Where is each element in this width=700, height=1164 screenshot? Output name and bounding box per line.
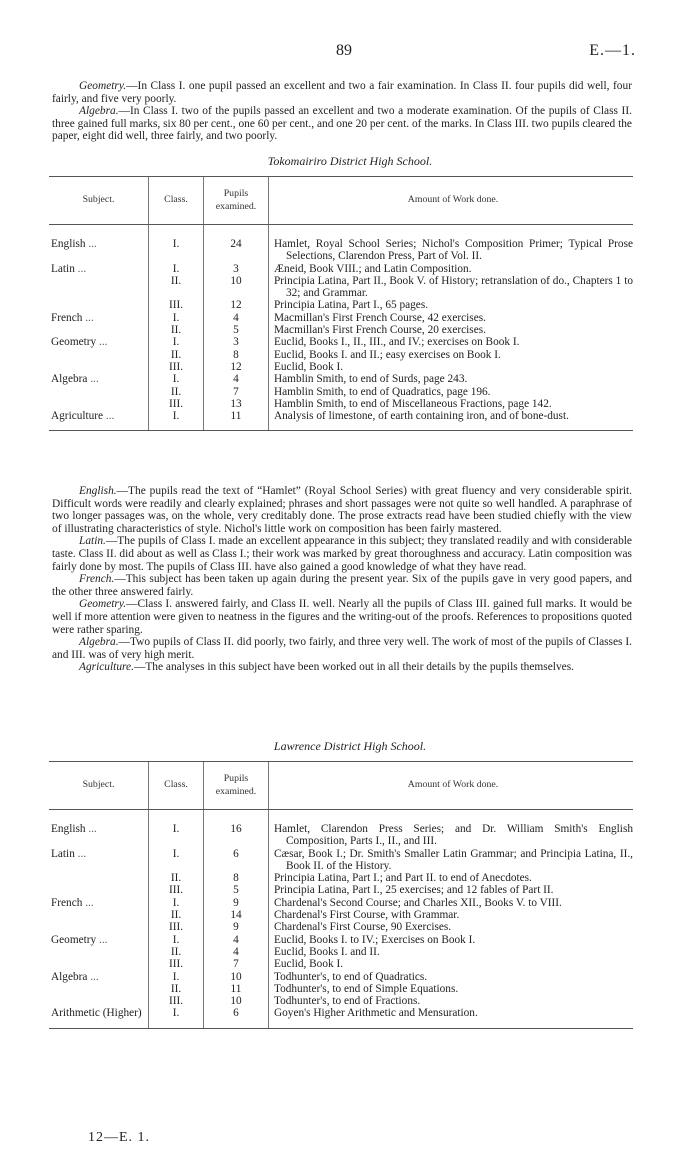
work-text: Euclid, Books I. and II.; easy exercises on Book I. xyxy=(274,348,501,361)
spacer-cell xyxy=(204,225,269,239)
table-row xyxy=(49,921,633,933)
work-cell xyxy=(269,995,634,1007)
subject-name: English xyxy=(51,823,86,835)
table-row xyxy=(49,958,633,970)
spacer-cell xyxy=(204,810,269,824)
table-row xyxy=(49,934,633,946)
paragraph-label: English. xyxy=(79,485,117,497)
subject-cell xyxy=(49,884,149,896)
work-cell xyxy=(269,872,634,884)
table-row xyxy=(49,238,633,263)
pupils-cell: 7 xyxy=(204,958,269,970)
class-cell: III. xyxy=(149,958,204,970)
page-number: 89 xyxy=(336,42,352,59)
work-cell xyxy=(269,373,634,385)
work-text: Principia Latina, Part I., 65 pages. xyxy=(274,299,429,312)
table-row xyxy=(49,909,633,921)
subject-cell xyxy=(49,336,149,348)
subject-cell xyxy=(49,934,149,946)
work-cell xyxy=(269,386,634,398)
work-cell xyxy=(269,238,634,263)
lawrence-work-table xyxy=(49,761,633,1029)
class-cell: I. xyxy=(149,848,204,873)
tail-cell xyxy=(49,422,149,431)
table-row xyxy=(49,995,633,1007)
table-body xyxy=(49,810,633,1029)
work-cell xyxy=(269,823,634,848)
pupils-cell: 12 xyxy=(204,299,269,311)
table-row xyxy=(49,410,633,422)
pupils-cell: 10 xyxy=(204,995,269,1007)
pupils-cell: 3 xyxy=(204,263,269,275)
paragraph-text: —The pupils read the text of “Hamlet” (Royal School Series) with great fluency and very considerable spirit. Difficult words were readily and clearly explained; phrases and short passages were not quite so well handled. A paraphrase of two longer passages was, on the whole, very creditably done. The prose extracts read have been studied chiefly with the view of illustrating characteristics of style. Nichol's little work on composition has been fairly mastered. xyxy=(52,485,632,535)
subject-name: French xyxy=(51,896,83,909)
work-text: Euclid, Books I. to IV.; Exercises on Book I. xyxy=(274,933,476,946)
work-text: Chardenal's First Course, with Grammar. xyxy=(274,909,460,922)
subject-cell xyxy=(49,971,149,983)
paragraph-text: —The pupils of Class I. made an excellent appearance in this subject; they translated readily and with considerable taste. Class II. did about as well as Class I.; their work was marked by great thoroughness and accuracy. Latin composition was fairly done by most. The pupils of Class III. have also gained a good knowledge of what they have read. xyxy=(52,535,632,573)
work-cell xyxy=(269,299,634,311)
pupils-cell: 7 xyxy=(204,386,269,398)
paragraph-text: —Class I. answered fairly, and Class II. well. Nearly all the pupils of Class III. gained full marks. It would be well if more attention were given to neatness in the figures and the writing-out of the proofs. References to propositions quoted were rather sparing. xyxy=(52,598,632,636)
paragraph-label: Geometry. xyxy=(79,80,127,92)
work-cell xyxy=(269,946,634,958)
work-text: Principia Latina, Part I.; and Part II. to end of Anecdotes. xyxy=(274,872,532,885)
class-cell: III. xyxy=(149,921,204,933)
work-cell xyxy=(269,410,634,422)
paragraph-label: Geometry. xyxy=(79,598,127,611)
subject-cell xyxy=(49,361,149,373)
paragraph-label: Agriculture. xyxy=(79,661,134,674)
pupils-cell: 4 xyxy=(204,934,269,946)
work-text: Cæsar, Book I.; Dr. Smith's Smaller Latin Grammar; and Principia Latina, II., Book II. of the History. xyxy=(274,847,633,872)
table-row xyxy=(49,848,633,873)
class-cell: I. xyxy=(149,971,204,983)
pupils-cell: 12 xyxy=(204,361,269,373)
subject-cell xyxy=(49,983,149,995)
column-header-amount: Amount of Work done. xyxy=(269,177,634,225)
work-cell xyxy=(269,897,634,909)
class-cell: I. xyxy=(149,373,204,385)
pupils-cell: 8 xyxy=(204,872,269,884)
tokomairiro-work-table xyxy=(49,176,633,431)
leader-dots: ... xyxy=(88,238,97,250)
subject-cell xyxy=(49,995,149,1007)
work-cell xyxy=(269,884,634,896)
class-cell: I. xyxy=(149,336,204,348)
class-cell: I. xyxy=(149,312,204,324)
work-text: Principia Latina, Part II., Book V. of History; retranslation of do., Chapters 1 to 32; and Grammar. xyxy=(274,274,633,300)
class-cell: II. xyxy=(149,324,204,336)
tail-cell xyxy=(149,422,204,431)
class-cell: III. xyxy=(149,884,204,896)
subject-name: Geometry xyxy=(51,336,97,349)
paragraph-label: Latin. xyxy=(79,535,106,548)
subject-cell xyxy=(49,349,149,361)
subject-cell xyxy=(49,324,149,336)
leader-dots: ... xyxy=(85,311,94,324)
table-tail-row xyxy=(49,1020,633,1029)
work-cell xyxy=(269,921,634,933)
paragraph-text: —In Class I. two of the pupils passed an excellent and two a moderate examination. Of the pupils of Class II. three gained full marks, six 80 per cent., one 60 per cent., and one 20 per cent. of the marks. In Class III. two pupils cleared the paper, eight did well, three fairly, and two poorly. xyxy=(52,105,632,143)
pupils-cell: 6 xyxy=(204,848,269,873)
table-row xyxy=(49,336,633,348)
leader-dots: ... xyxy=(88,823,97,835)
class-cell: II. xyxy=(149,386,204,398)
subject-name: Agriculture xyxy=(51,410,104,423)
tail-cell xyxy=(49,1020,149,1029)
work-cell xyxy=(269,336,634,348)
pupils-cell: 4 xyxy=(204,312,269,324)
subject-cell xyxy=(49,238,149,263)
tail-cell xyxy=(269,422,634,431)
class-cell: III. xyxy=(149,299,204,311)
work-cell xyxy=(269,1007,634,1019)
column-header-subject: Subject. xyxy=(49,762,149,810)
work-cell xyxy=(269,909,634,921)
intro-paragraphs xyxy=(52,80,632,143)
subject-cell xyxy=(49,946,149,958)
subject-name: Arithmetic (Higher) xyxy=(51,1007,142,1020)
class-cell: II. xyxy=(149,275,204,300)
pupils-cell: 10 xyxy=(204,971,269,983)
spacer-cell xyxy=(149,225,204,239)
table-row xyxy=(49,1007,633,1019)
column-header-class: Class. xyxy=(149,177,204,225)
column-header-class: Class. xyxy=(149,762,204,810)
class-cell: II. xyxy=(149,872,204,884)
subject-name: English xyxy=(51,238,86,250)
class-cell: I. xyxy=(149,897,204,909)
paragraph xyxy=(52,661,632,674)
table-row xyxy=(49,946,633,958)
class-cell: II. xyxy=(149,946,204,958)
class-cell: I. xyxy=(149,823,204,848)
table-row xyxy=(49,373,633,385)
pupils-cell: 14 xyxy=(204,909,269,921)
class-cell: I. xyxy=(149,1007,204,1019)
table-row xyxy=(49,349,633,361)
subject-name: French xyxy=(51,311,83,324)
pupils-cell: 10 xyxy=(204,275,269,300)
work-text: Hamblin Smith, to end of Miscellaneous Fractions, page 142. xyxy=(274,397,552,410)
table-row xyxy=(49,823,633,848)
class-cell: III. xyxy=(149,361,204,373)
subject-cell xyxy=(49,958,149,970)
work-text: Todhunter's, to end of Simple Equations. xyxy=(274,982,459,995)
tail-cell xyxy=(204,422,269,431)
paragraph-text: —The analyses in this subject have been worked out in all their details by the pupils themselves. xyxy=(133,661,574,674)
work-text: Analysis of limestone, of earth containing iron, and of bone-dust. xyxy=(274,410,569,423)
tail-cell xyxy=(204,1020,269,1029)
work-cell xyxy=(269,983,634,995)
paragraph xyxy=(52,573,632,598)
leader-dots: ... xyxy=(85,896,94,909)
paragraph xyxy=(52,598,632,636)
subject-cell xyxy=(49,410,149,422)
paragraph xyxy=(52,535,632,573)
table-row xyxy=(49,971,633,983)
pupils-cell: 9 xyxy=(204,921,269,933)
class-cell: III. xyxy=(149,398,204,410)
subject-cell xyxy=(49,848,149,873)
work-text: Hamblin Smith, to end of Surds, page 243. xyxy=(274,373,468,386)
class-cell: III. xyxy=(149,995,204,1007)
leader-dots: ... xyxy=(77,262,87,275)
spacer-cell xyxy=(149,810,204,824)
subject-cell xyxy=(49,299,149,311)
work-text: Hamlet, Clarendon Press Series; and Dr. William Smith's English Composition, Parts I., II., and III. xyxy=(274,823,633,848)
leader-dots: ... xyxy=(90,970,99,983)
pupils-cell: 4 xyxy=(204,373,269,385)
table-row xyxy=(49,263,633,275)
paragraph-text: —Two pupils of Class II. did poorly, two fairly, and three very well. The work of most of the pupils of Classes I. and III. was of very high merit. xyxy=(52,636,632,661)
leader-dots: ... xyxy=(99,336,108,349)
subject-name: Algebra xyxy=(51,970,88,983)
column-header-subject: Subject. xyxy=(49,177,149,225)
work-text: Euclid, Books I. and II. xyxy=(274,945,380,958)
document-reference: E.—1. xyxy=(589,42,636,59)
subject-cell xyxy=(49,909,149,921)
subject-cell xyxy=(49,921,149,933)
pupils-cell: 13 xyxy=(204,398,269,410)
work-cell xyxy=(269,324,634,336)
class-cell: I. xyxy=(149,263,204,275)
work-text: Euclid, Books I., II., III., and IV.; exercises on Book I. xyxy=(274,336,520,349)
paragraph-text: —In Class I. one pupil passed an excellent and two a fair examination. In Class II. four pupils did well, four fairly, and five very poorly. xyxy=(52,80,632,105)
class-cell: I. xyxy=(149,238,204,263)
subject-cell xyxy=(49,897,149,909)
paragraph-text: —This subject has been taken up again during the present year. Six of the pupils gave in very good papers, and the other three answered fairly. xyxy=(52,573,632,598)
work-cell xyxy=(269,398,634,410)
leader-dots: ... xyxy=(90,373,99,386)
class-cell: I. xyxy=(149,934,204,946)
table-row xyxy=(49,398,633,410)
work-cell xyxy=(269,361,634,373)
work-text: Euclid, Book I. xyxy=(274,958,344,971)
work-text: Hamlet, Royal School Series; Nichol's Composition Primer; Typical Prose Selections, Clarendon Press, Part of Vol. II. xyxy=(274,238,633,263)
table-row xyxy=(49,299,633,311)
subject-cell xyxy=(49,386,149,398)
leader-dots: ... xyxy=(105,410,115,423)
table-row xyxy=(49,361,633,373)
work-text: Principia Latina, Part I., 25 exercises; and 12 fables of Part II. xyxy=(274,884,554,897)
pupils-cell: 8 xyxy=(204,349,269,361)
work-cell xyxy=(269,263,634,275)
pupils-cell: 5 xyxy=(204,324,269,336)
work-cell xyxy=(269,934,634,946)
work-cell xyxy=(269,958,634,970)
subject-cell xyxy=(49,312,149,324)
paragraph xyxy=(52,636,632,661)
leader-dots: ... xyxy=(77,847,87,860)
pupils-cell: 11 xyxy=(204,983,269,995)
pupils-cell: 6 xyxy=(204,1007,269,1019)
table-row xyxy=(49,324,633,336)
subject-cell xyxy=(49,398,149,410)
pupils-cell: 3 xyxy=(204,336,269,348)
work-text: Macmillan's First French Course, 42 exercises. xyxy=(274,311,486,324)
table-row xyxy=(49,983,633,995)
paragraph-label: Algebra. xyxy=(79,636,119,649)
work-text: Chardenal's First Course, 90 Exercises. xyxy=(274,921,452,934)
signature-reference: 12—E. 1. xyxy=(88,1130,151,1145)
spacer-cell xyxy=(49,225,149,239)
spacer-cell xyxy=(269,810,634,824)
work-text: Macmillan's First French Course, 20 exercises. xyxy=(274,324,486,337)
work-text: Æneid, Book VIII.; and Latin Composition. xyxy=(274,262,472,275)
tail-cell xyxy=(149,1020,204,1029)
table-row xyxy=(49,312,633,324)
table-caption: Tokomairiro District High School. xyxy=(267,154,433,168)
class-cell: I. xyxy=(149,410,204,422)
pupils-cell: 9 xyxy=(204,897,269,909)
subject-cell xyxy=(49,1007,149,1019)
class-cell: II. xyxy=(149,983,204,995)
pupils-cell: 4 xyxy=(204,946,269,958)
pupils-cell: 5 xyxy=(204,884,269,896)
leader-dots: ... xyxy=(99,933,108,946)
subject-cell xyxy=(49,263,149,275)
class-cell: II. xyxy=(149,349,204,361)
report-paragraphs xyxy=(52,485,632,674)
work-cell xyxy=(269,971,634,983)
work-text: Chardenal's Second Course; and Charles XII., Books V. to VIII. xyxy=(274,896,562,909)
pupils-cell: 24 xyxy=(204,238,269,263)
work-cell xyxy=(269,275,634,300)
work-text: Euclid, Book I. xyxy=(274,360,344,373)
paragraph xyxy=(52,80,632,105)
table-row xyxy=(49,872,633,884)
spacer-cell xyxy=(49,810,149,824)
work-text: Goyen's Higher Arithmetic and Mensuration. xyxy=(274,1007,478,1020)
subject-cell xyxy=(49,872,149,884)
work-text: Todhunter's, to end of Fractions. xyxy=(274,995,421,1008)
class-cell: II. xyxy=(149,909,204,921)
table-row xyxy=(49,897,633,909)
subject-name: Algebra xyxy=(51,373,88,386)
column-header-amount: Amount of Work done. xyxy=(269,762,634,810)
column-header-pupils: Pupils examined. xyxy=(204,762,269,810)
subject-cell xyxy=(49,275,149,300)
table-body xyxy=(49,225,633,431)
paragraph xyxy=(52,105,632,143)
subject-name: Geometry xyxy=(51,933,97,946)
table-row xyxy=(49,884,633,896)
subject-name: Latin xyxy=(51,262,75,275)
subject-cell xyxy=(49,823,149,848)
paragraph xyxy=(52,485,632,535)
table-row xyxy=(49,275,633,300)
table-spacer-row xyxy=(49,225,633,239)
paragraph-label: Algebra. xyxy=(79,105,119,118)
subject-name: Latin xyxy=(51,847,75,860)
table-spacer-row xyxy=(49,810,633,824)
work-text: Todhunter's, to end of Quadratics. xyxy=(274,970,428,983)
table-row xyxy=(49,386,633,398)
work-text: Hamblin Smith, to end of Quadratics, page 196. xyxy=(274,385,491,398)
tail-cell xyxy=(269,1020,634,1029)
table-caption: Lawrence District High School. xyxy=(273,739,427,753)
table-tail-row xyxy=(49,422,633,431)
pupils-cell: 16 xyxy=(204,823,269,848)
work-cell xyxy=(269,349,634,361)
spacer-cell xyxy=(269,225,634,239)
work-cell xyxy=(269,312,634,324)
pupils-cell: 11 xyxy=(204,410,269,422)
column-header-pupils: Pupils examined. xyxy=(204,177,269,225)
paragraph-label: French. xyxy=(79,573,115,586)
work-cell xyxy=(269,848,634,873)
page-header xyxy=(0,42,700,64)
subject-cell xyxy=(49,373,149,385)
